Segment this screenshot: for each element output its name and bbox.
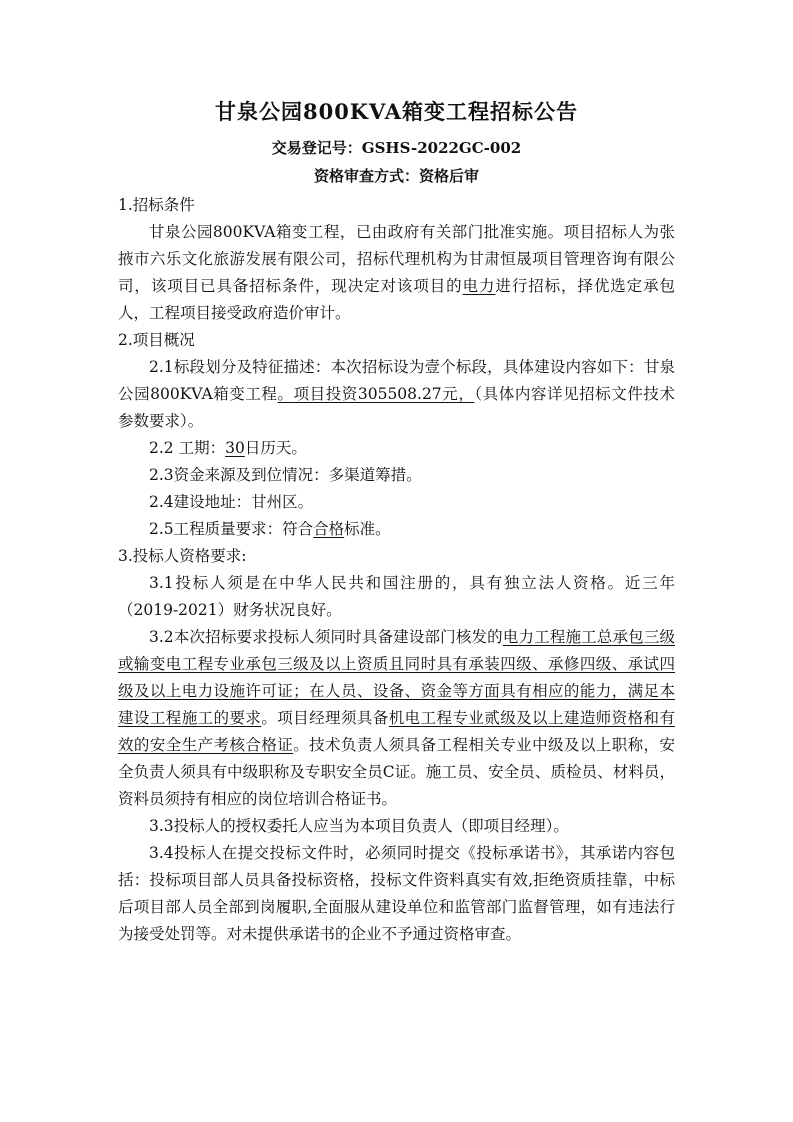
underlined-text: 30 — [225, 439, 245, 457]
text-segment: 进行招标，择优选定承包人，工程项目接受政府造价审计。 — [118, 277, 675, 322]
section-3-3-paragraph: 3.3投标人的授权委托人应当为本项目负责人（即项目经理）。 — [149, 817, 569, 835]
text-segment: 。技术负责人须具备工程相关专业中级及以上职称，安全负责人须具有中级职称及专职安全员C证。施工员、安全员、质检员、材料员，资料员须持有相应的岗位培训合格证书。 — [118, 736, 675, 808]
text-segment: （具体内容详见招标文件技术参数要求）。 — [118, 385, 675, 430]
qualification-review-method: 资格审查方式：资格后审 — [313, 167, 479, 185]
underlined-text: 。项目投资305508.27元， — [277, 385, 475, 403]
section-3-4-paragraph: 3.4投标人在提交投标文件时，必须同时提交《投标承诺书》，其承诺内容包括：投标项目部人员具备投标资格，投标文件资料真实有效,拒绝资质挂靠，中标后项目部人员全部到岗履职,全面服从建设单位和监管部门监督管理，如有违法行为接受处罚等。对未提供承诺书的企业不予通过资格审查。 — [118, 844, 675, 943]
section-3-2-paragraph — [118, 624, 675, 813]
section-2-3-paragraph: 2.3资金来源及到位情况：多渠道筹措。 — [149, 466, 422, 484]
registration-number: 交易登记号：GSHS-2022GC-002 — [271, 139, 522, 157]
section-3-1-paragraph: 3.1投标人须是在中华人民共和国注册的，具有独立法人资格。近三年（2019-2021）财务状况良好。 — [118, 574, 675, 619]
text-segment: 日历天。 — [244, 439, 307, 457]
section-2-4-paragraph: 2.4建设地址：甘州区。 — [149, 493, 314, 511]
text-segment: 。项目经理须具备 — [261, 709, 389, 727]
underlined-text: 机电工程专业贰级及以上建造师资格和有效的安全生产考核合格证 — [118, 709, 675, 754]
document-title: 甘泉公园800KVA箱变工程招标公告 — [214, 99, 579, 124]
section-2-2-paragraph — [118, 435, 675, 462]
section-2-5-paragraph — [118, 516, 675, 543]
underlined-text: 电力 — [462, 277, 496, 295]
underlined-text: 电力工程施工总承包三级或输变电工程专业承包三级及以上资质且同时具有承装四级、承修四级、承试四级及以上电力设施许可证；在人员、设备、资金等方面具有相应的能力，满足本建设工程施工的要求 — [118, 628, 675, 727]
section-1-paragraph — [118, 219, 675, 327]
text-segment: 标准。 — [344, 520, 391, 538]
underlined-text: 合格 — [313, 520, 345, 538]
text-segment: 甘泉公园800KVA箱变工程，已由政府有关部门批准实施。项目招标人为张掖市六乐文化旅游发展有限公司，招标代理机构为甘肃恒晟项目管理咨询有限公司，该项目已具备招标条件，现决定对该项目的 — [118, 223, 675, 295]
text-segment: 2.5工程质量要求：符合 — [149, 520, 314, 538]
section-2-heading: 2.项目概况 — [118, 331, 195, 349]
section-1-heading: 1.招标条件 — [118, 196, 195, 214]
section-3-heading: 3.投标人资格要求: — [118, 547, 247, 565]
section-2-1-paragraph — [118, 354, 675, 435]
text-segment: 3.2本次招标要求投标人须同时具备建设部门核发的 — [149, 628, 503, 646]
text-segment: 2.1标段划分及特征描述：本次招标设为壹个标段，具体建设内容如下：甘泉公园800KVA箱变工程 — [118, 358, 675, 403]
text-segment: 2.2 工期： — [149, 439, 226, 457]
